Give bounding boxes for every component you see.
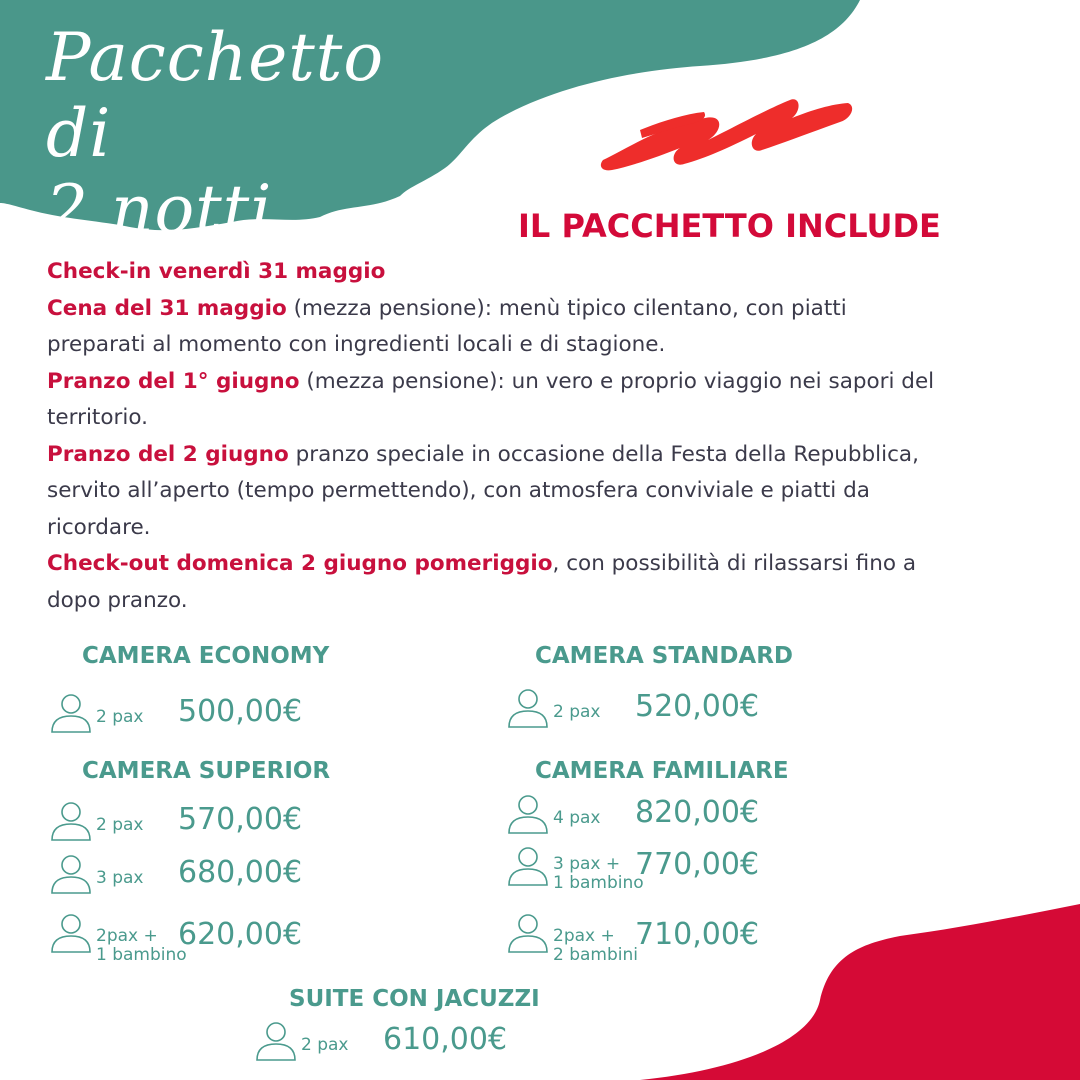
person-icon (50, 800, 92, 844)
item-highlight: Pranzo del 1° giugno (47, 368, 300, 394)
rate-superior-2pax (50, 800, 380, 850)
package-headline (46, 20, 426, 248)
pax-label: 3 pax + 1 bambino (553, 854, 644, 893)
rate-suite-2pax (255, 1020, 585, 1070)
pax-label: 2 pax (96, 815, 144, 835)
person-icon (50, 692, 92, 736)
person-icon (255, 1020, 297, 1064)
section-title: IL PACCHETTO INCLUDE (518, 207, 941, 245)
price-value: 820,00€ (635, 795, 760, 830)
item-highlight: Pranzo del 2 giugno (47, 441, 289, 467)
item-highlight: Check-in venerdì 31 maggio (47, 259, 386, 284)
room-title-suite: SUITE CON JACUZZI (289, 986, 540, 1012)
item-text: pranzo speciale in occasione della Festa della Repubblica, servito all’aperto (tempo permettendo), con atmosfera conviviale e piatti da ricordare. (47, 441, 919, 540)
rate-familiare-4pax (507, 793, 837, 843)
room-title-superior: CAMERA SUPERIOR (82, 758, 331, 784)
price-value: 620,00€ (178, 917, 303, 952)
pax-label: 3 pax (96, 868, 144, 888)
item-text: (mezza pensione): un vero e proprio viaggio nei sapori del territorio. (47, 368, 935, 430)
price-value: 610,00€ (383, 1022, 508, 1057)
rate-standard-2pax (507, 687, 837, 737)
item-check-out (47, 546, 947, 619)
price-value: 770,00€ (635, 847, 760, 882)
item-highlight: Check-out domenica 2 giugno pomeriggio (47, 551, 553, 576)
pax-label: 2 pax (553, 702, 601, 722)
person-icon (507, 912, 549, 956)
price-value: 500,00€ (178, 694, 303, 729)
room-title-familiare: CAMERA FAMILIARE (535, 758, 789, 784)
item-text: , con possibilità di rilassarsi fino a dopo pranzo. (47, 551, 917, 613)
item-text: (mezza pensione): menù tipico cilentano, con piatti preparati al momento con ingredienti locali e di stagione. (47, 295, 847, 357)
rate-superior-3pax (50, 853, 380, 903)
room-title-economy: CAMERA ECONOMY (82, 643, 330, 669)
included-items-list (47, 254, 947, 619)
item-pranzo-2-giugno (47, 437, 947, 547)
item-check-in (47, 254, 947, 291)
rate-familiare-2pax-2-bambini (507, 912, 837, 965)
person-icon (507, 687, 549, 731)
rate-superior-2pax-1-bambino (50, 912, 380, 965)
headline-line-1: Pacchetto di (46, 19, 385, 172)
pax-label: 2pax + 1 bambino (96, 926, 187, 965)
person-icon (50, 853, 92, 897)
headline-line-2: 2 notti (46, 171, 273, 248)
pax-label: 2pax + 2 bambini (553, 926, 638, 965)
price-value: 710,00€ (635, 917, 760, 952)
rate-familiare-3pax-1-bambino (507, 845, 837, 895)
price-value: 680,00€ (178, 855, 303, 890)
item-pranzo-1-giugno (47, 364, 947, 437)
person-icon (507, 793, 549, 837)
pax-label: 2 pax (301, 1035, 349, 1055)
rate-economy-2pax (50, 692, 380, 742)
pax-label: 2 pax (96, 707, 144, 727)
red-brush-stroke (601, 99, 852, 170)
person-icon (507, 845, 549, 889)
room-title-standard: CAMERA STANDARD (535, 643, 794, 669)
price-value: 570,00€ (178, 802, 303, 837)
person-icon (50, 912, 92, 956)
item-cena-31-maggio (47, 291, 947, 364)
pax-label: 4 pax (553, 808, 601, 828)
item-highlight: Cena del 31 maggio (47, 295, 287, 321)
price-value: 520,00€ (635, 689, 760, 724)
